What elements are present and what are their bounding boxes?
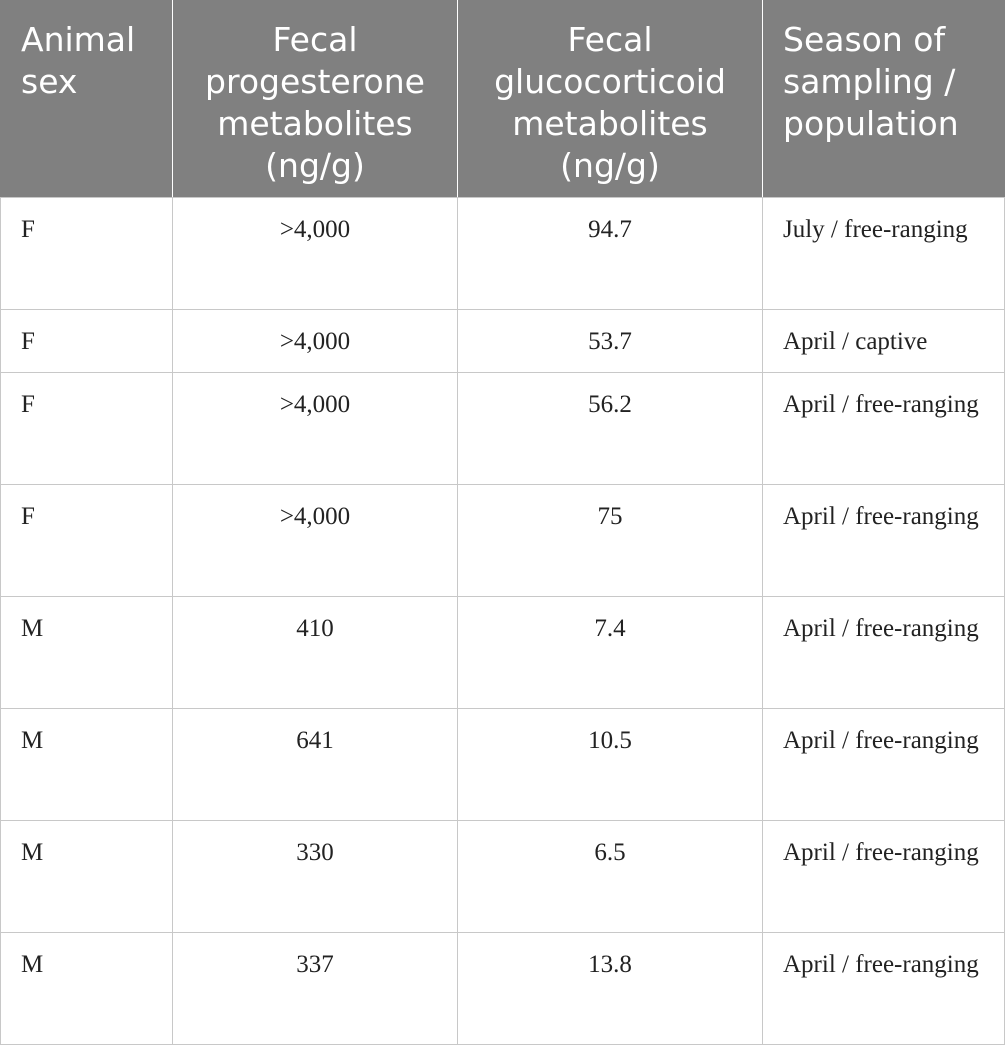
cell-season-population: April / free-ranging xyxy=(763,485,1005,597)
cell-progesterone: 641 xyxy=(173,709,458,821)
table-row xyxy=(1,597,1005,709)
header-row xyxy=(1,0,1005,198)
header-glucocorticoid: Fecal glucocorticoid metabolites (ng/g) xyxy=(458,0,763,198)
cell-season-population: April / free-ranging xyxy=(763,933,1005,1045)
cell-glucocorticoid: 75 xyxy=(458,485,763,597)
cell-sex: M xyxy=(1,821,173,933)
table-row xyxy=(1,709,1005,821)
cell-progesterone: >4,000 xyxy=(173,198,458,310)
cell-glucocorticoid: 53.7 xyxy=(458,310,763,373)
cell-glucocorticoid: 13.8 xyxy=(458,933,763,1045)
cell-progesterone: >4,000 xyxy=(173,485,458,597)
cell-season-population: July / free-ranging xyxy=(763,198,1005,310)
table-body xyxy=(1,198,1005,1045)
cell-progesterone: >4,000 xyxy=(173,373,458,485)
cell-season-population: April / free-ranging xyxy=(763,597,1005,709)
header-season-population: Season of sampling / population xyxy=(763,0,1005,198)
cell-sex: M xyxy=(1,597,173,709)
table-header xyxy=(1,0,1005,198)
cell-sex: F xyxy=(1,310,173,373)
cell-season-population: April / free-ranging xyxy=(763,373,1005,485)
cell-glucocorticoid: 7.4 xyxy=(458,597,763,709)
cell-glucocorticoid: 6.5 xyxy=(458,821,763,933)
cell-sex: M xyxy=(1,709,173,821)
cell-season-population: April / free-ranging xyxy=(763,821,1005,933)
table-row xyxy=(1,373,1005,485)
header-progesterone: Fecal progesterone metabolites (ng/g) xyxy=(173,0,458,198)
cell-glucocorticoid: 56.2 xyxy=(458,373,763,485)
cell-sex: F xyxy=(1,198,173,310)
cell-sex: F xyxy=(1,373,173,485)
table-row xyxy=(1,310,1005,373)
cell-progesterone: >4,000 xyxy=(173,310,458,373)
cell-season-population: April / captive xyxy=(763,310,1005,373)
cell-glucocorticoid: 94.7 xyxy=(458,198,763,310)
cell-season-population: April / free-ranging xyxy=(763,709,1005,821)
cell-progesterone: 330 xyxy=(173,821,458,933)
table-row xyxy=(1,198,1005,310)
header-animal-sex: Animal sex xyxy=(1,0,173,198)
table-row xyxy=(1,821,1005,933)
table-row xyxy=(1,933,1005,1045)
cell-progesterone: 410 xyxy=(173,597,458,709)
table-row xyxy=(1,485,1005,597)
cell-sex: M xyxy=(1,933,173,1045)
cell-glucocorticoid: 10.5 xyxy=(458,709,763,821)
cell-progesterone: 337 xyxy=(173,933,458,1045)
cell-sex: F xyxy=(1,485,173,597)
